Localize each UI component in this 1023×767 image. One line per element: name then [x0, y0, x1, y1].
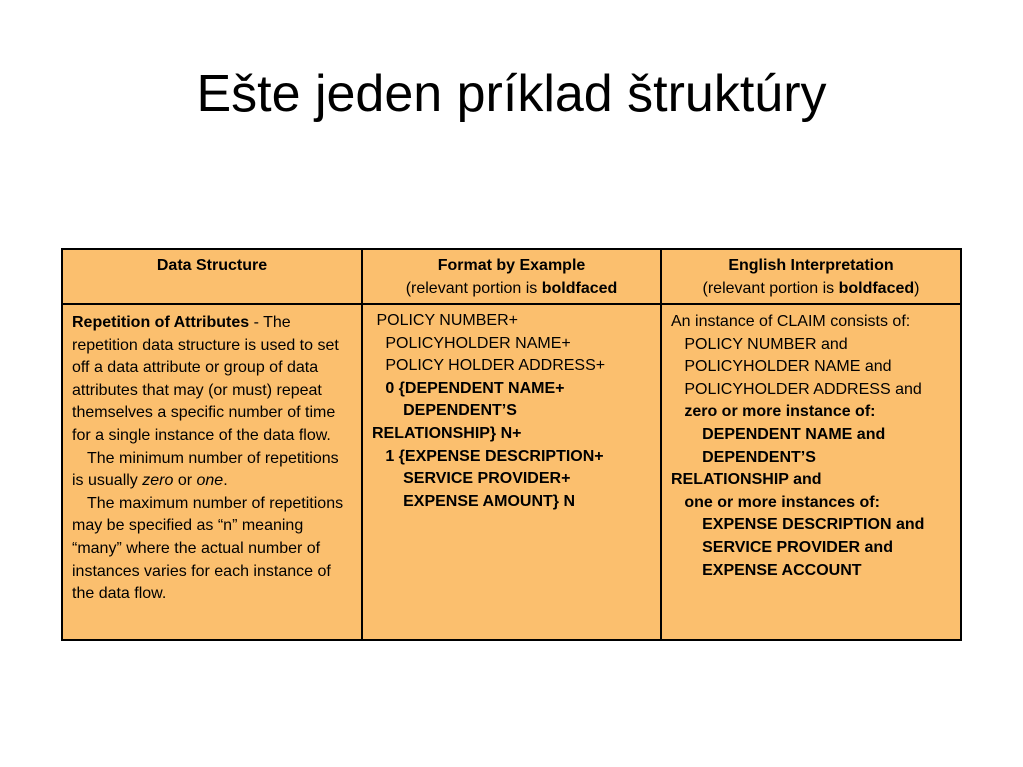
header-format-sub-bold: boldfaced [541, 279, 618, 297]
definition-text: - The repetition data structure is used to set off a data attribute or group of data attributes that may (or must) repeat themselves a specific number of time for a single instance of the data flow. [72, 314, 339, 444]
interpretation-line: An instance of CLAIM consists of: [671, 313, 911, 330]
format-line-bold: 0 {DEPENDENT NAME+ [372, 379, 565, 397]
header-data-structure-label: Data Structure [156, 257, 268, 274]
maximum-text: The maximum number of repetitions may be specified as “n” meaning “many” where the actual number of instances varies for each instance of the data flow. [72, 494, 344, 603]
interpretation-line: POLICYHOLDER NAME and [671, 358, 892, 376]
data-structure-cell [62, 304, 362, 640]
format-line-bold: SERVICE PROVIDER+ [372, 470, 571, 488]
slide-title: Ešte jeden príklad štruktúry [196, 65, 827, 123]
definition-paragraph [72, 314, 339, 444]
format-line: POLICY NUMBER+ [372, 312, 518, 329]
header-format-subtitle [406, 280, 618, 297]
format-line: POLICYHOLDER NAME+ [372, 334, 571, 352]
header-english-subtitle [703, 280, 920, 297]
maximum-paragraph [72, 495, 343, 602]
header-data-structure [62, 249, 362, 304]
interpretation-line-bold: zero or more instance of: [671, 403, 876, 421]
interpretation-line: POLICY NUMBER and [671, 335, 848, 353]
header-english-sub-close: ) [914, 279, 920, 297]
header-format-by-example [362, 249, 661, 304]
definition-term: Repetition of Attributes [72, 314, 250, 331]
interpretation-line-bold: EXPENSE DESCRIPTION and [671, 516, 925, 534]
data-structure-table [61, 248, 962, 641]
header-format-title: Format by Example [437, 257, 586, 274]
format-line-bold: RELATIONSHIP} N+ [372, 424, 522, 442]
interpretation-line-bold: DEPENDENT NAME and [671, 425, 886, 443]
english-interpretation-cell [661, 304, 961, 640]
minimum-one: one [196, 472, 224, 490]
interpretation-line-bold: DEPENDENT’S [671, 448, 816, 466]
format-line: POLICY HOLDER ADDRESS+ [372, 357, 606, 375]
format-line-bold: 1 {EXPENSE DESCRIPTION+ [372, 447, 604, 465]
table-body-row [62, 304, 961, 640]
header-english-interpretation [661, 249, 961, 304]
minimum-or: or [173, 472, 197, 490]
format-example-cell [362, 304, 661, 640]
minimum-paragraph [72, 450, 339, 490]
interpretation-line-bold: SERVICE PROVIDER and [671, 538, 893, 556]
header-format-sub-text: (relevant portion is [405, 279, 542, 297]
minimum-zero: zero [142, 472, 174, 490]
interpretation-line-bold: EXPENSE ACCOUNT [671, 561, 862, 579]
format-line-bold: EXPENSE AMOUNT} N [372, 492, 575, 510]
interpretation-line: POLICYHOLDER ADDRESS and [671, 380, 922, 398]
minimum-period: . [223, 472, 228, 490]
header-english-sub-text: (relevant portion is [702, 279, 839, 297]
interpretation-line-bold: RELATIONSHIP and [671, 471, 822, 489]
header-english-title: English Interpretation [728, 257, 894, 274]
minimum-text: The minimum number of repetitions is usually [72, 449, 339, 490]
header-english-sub-bold: boldfaced [838, 279, 915, 297]
interpretation-line-bold: one or more instances of: [671, 493, 880, 511]
table-header-row [62, 249, 961, 304]
format-line-bold: DEPENDENT’S [372, 402, 517, 420]
